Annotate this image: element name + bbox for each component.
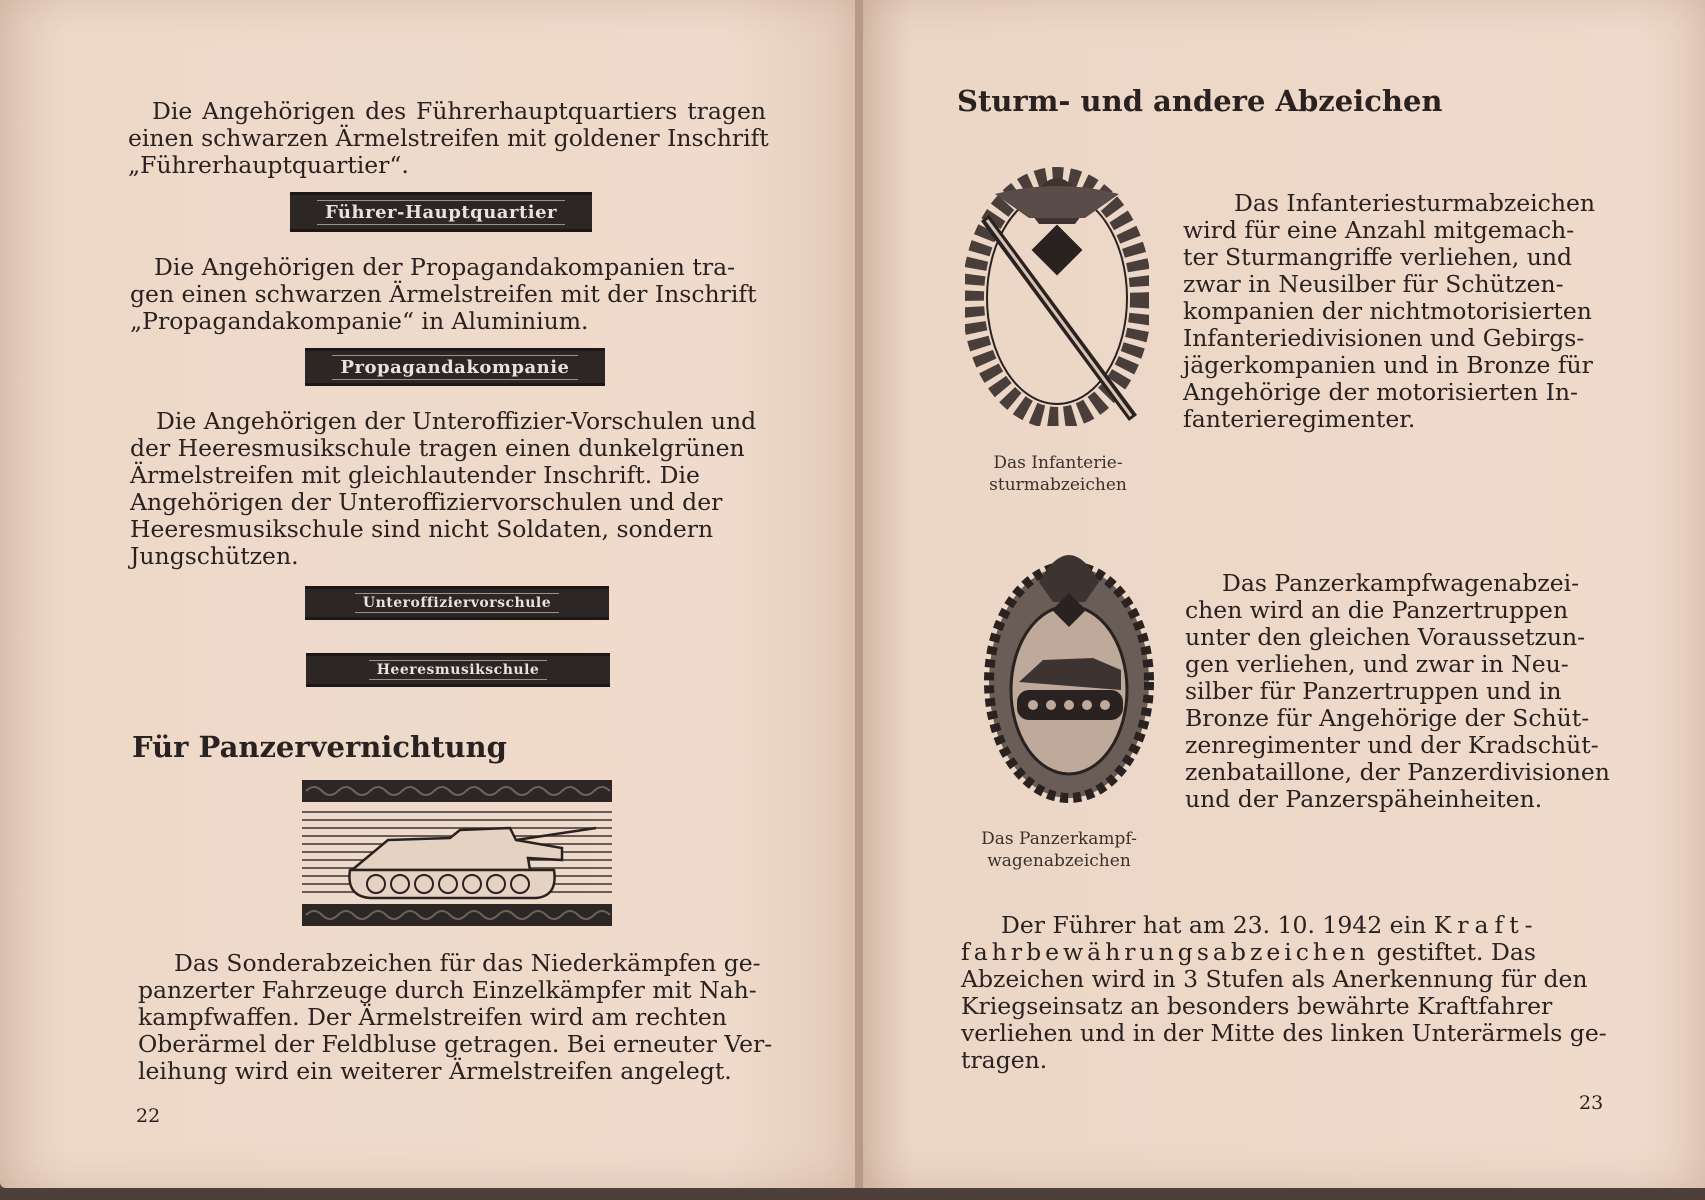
- page-number: 23: [1579, 1092, 1604, 1114]
- caption-line: Das Panzerkampf-: [981, 829, 1137, 849]
- caption-line: sturmabzeichen: [989, 475, 1127, 495]
- text-line: panzerter Fahrzeuge durch Einzelkämpfer mit Nah-: [138, 976, 757, 1004]
- stripe-label: Unteroffiziervorschule: [355, 593, 559, 613]
- text-line: zenregimenter und der Kradschüt-: [1185, 731, 1599, 759]
- caption-infanteriesturmabzeichen: [973, 452, 1143, 496]
- text-line: wird für eine Anzahl mitgemach-: [1183, 216, 1575, 244]
- text-line: fanterieregimenter.: [1183, 405, 1416, 433]
- text-line: „Propagandakompanie“ in Aluminium.: [130, 307, 589, 335]
- text-line: Infanteriedivisionen und Gebirgs-: [1183, 324, 1585, 352]
- caption-line: Das Infanterie-: [993, 453, 1123, 473]
- text-line: gen einen schwarzen Ärmelstreifen mit der Inschrift: [130, 280, 757, 308]
- caption-line: wagenabzeichen: [987, 851, 1131, 871]
- sleeve-stripe-heeresmusikschule: [306, 653, 610, 687]
- text-line: zenbataillone, der Panzerdivisionen: [1185, 758, 1610, 786]
- text-line: Die Angehörigen des Führerhauptquartiers tragen: [152, 97, 766, 125]
- text-line: Abzeichen wird in 3 Stufen als Anerkennung für den: [961, 965, 1588, 993]
- text-line: zwar in Neusilber für Schützen-: [1183, 270, 1564, 298]
- text-line: „Führerhauptquartier“.: [128, 151, 409, 179]
- text-line: gen verliehen, und zwar in Neu-: [1185, 650, 1569, 678]
- stripe-label: Propagandakompanie: [332, 355, 577, 380]
- text-line: [1001, 912, 1539, 939]
- text-line: und der Panzerspäheinheiten.: [1185, 785, 1543, 813]
- text-segment: gestiftet. Das: [1376, 938, 1536, 966]
- section-heading-sturmabzeichen: Sturm- und andere Abzeichen: [957, 84, 1443, 118]
- text-line: ter Sturmangriffe verliehen, und: [1183, 243, 1573, 271]
- text-line: Angehörige der motorisierten In-: [1183, 378, 1578, 406]
- text-segment: Der Führer hat am 23. 10. 1942 ein: [1001, 911, 1427, 939]
- text-line: Die Angehörigen der Unteroffizier-Vorschulen und: [156, 407, 757, 435]
- text-line: Ärmelstreifen mit gleichlautender Inschrift. Die: [130, 461, 700, 489]
- text-line: leihung wird ein weiterer Ärmelstreifen angelegt.: [138, 1057, 732, 1085]
- stripe-label: Heeresmusikschule: [369, 660, 548, 680]
- text-line: einen schwarzen Ärmelstreifen mit goldener Inschrift: [128, 124, 769, 152]
- spaced-term: fahrbewährungsabzeichen: [961, 938, 1370, 966]
- left-page: [0, 0, 857, 1188]
- text-line: verliehen und in der Mitte des linken Unterärmels ge-: [961, 1019, 1607, 1047]
- text-line: Kriegseinsatz an besonders bewährte Kraftfahrer: [961, 992, 1553, 1020]
- panzer-assault-badge: [981, 532, 1157, 806]
- text-line: Oberärmel der Feldbluse getragen. Bei erneuter Ver-: [138, 1030, 773, 1058]
- sleeve-stripe-unteroffiziervorschule: [305, 586, 609, 620]
- section-heading-panzervernichtung: Für Panzervernichtung: [132, 730, 507, 764]
- tank-destruction-sleeve-badge: [300, 778, 614, 928]
- book-bottom-edge: [0, 1188, 1705, 1200]
- text-line: Bronze für Angehörige der Schüt-: [1185, 704, 1590, 732]
- text-line: Jungschützen.: [130, 542, 299, 570]
- text-line: tragen.: [961, 1046, 1048, 1074]
- text-line: [961, 939, 1536, 966]
- infantry-assault-badge: [965, 148, 1149, 426]
- text-line: Die Angehörigen der Propagandakompanien tra-: [154, 253, 736, 281]
- page-number: 22: [136, 1105, 161, 1127]
- sleeve-stripe-fuehrerhauptquartier: [290, 192, 592, 232]
- stripe-label: Führer-Hauptquartier: [317, 200, 565, 225]
- caption-panzerkampfwagenabzeichen: [959, 828, 1159, 872]
- text-line: jägerkompanien und in Bronze für: [1183, 351, 1593, 379]
- text-line: unter den gleichen Voraussetzun-: [1185, 623, 1586, 651]
- spaced-term: Kraft-: [1433, 911, 1539, 939]
- text-line: der Heeresmusikschule tragen einen dunkelgrünen: [130, 434, 745, 462]
- text-line: silber für Panzertruppen und in: [1185, 677, 1562, 705]
- text-line: Angehörigen der Unteroffiziervorschulen und der: [130, 488, 723, 516]
- text-line: Das Panzerkampfwagenabzei-: [1222, 569, 1580, 597]
- text-line: Das Sonderabzeichen für das Niederkämpfen ge-: [174, 949, 761, 977]
- text-line: kampfwaffen. Der Ärmelstreifen wird am rechten: [138, 1003, 727, 1031]
- text-line: Heeresmusikschule sind nicht Soldaten, sondern: [130, 515, 714, 543]
- text-line: Das Infanteriesturmabzeichen: [1234, 189, 1596, 217]
- sleeve-stripe-propagandakompanie: [305, 348, 605, 386]
- right-page: [863, 0, 1705, 1188]
- text-line: chen wird an die Panzertruppen: [1185, 596, 1569, 624]
- text-line: kompanien der nichtmotorisierten: [1183, 297, 1592, 325]
